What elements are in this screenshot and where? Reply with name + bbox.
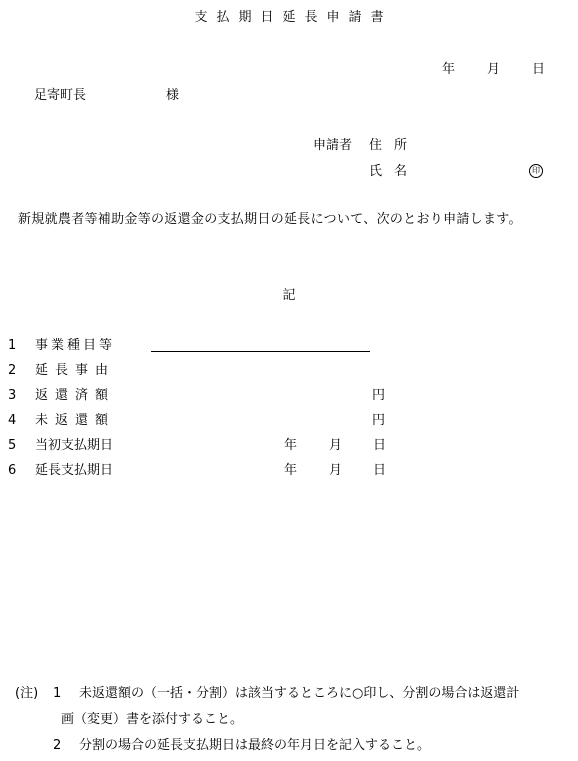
note-1-text-continued: 画（変更）書を添付すること。 [61, 712, 244, 727]
date-month-label: 月 [329, 463, 343, 478]
address-label: 住所 [369, 138, 420, 153]
note-1-text: 未返還額の（一括・分割）は該当するところに○印し、分割の場合は返還計 [79, 686, 520, 701]
date-month-label: 月 [487, 62, 501, 77]
ki-heading: 記 [282, 288, 296, 303]
note-number: 1 [53, 686, 62, 701]
item-label-business-type: 事業種目等 [35, 338, 116, 353]
document-title: 支払期日延長申請書 [194, 10, 393, 25]
date-day-label: 日 [373, 463, 387, 478]
addressee: 足寄町長 [34, 88, 87, 103]
item-number: 6 [8, 463, 17, 478]
item-number: 1 [8, 338, 17, 353]
applicant-label: 申請者 [313, 138, 353, 153]
item-label-unpaid-amount: 未返還額 [35, 413, 116, 428]
date-year-label: 年 [284, 438, 298, 453]
seal-icon: 印 [529, 164, 543, 178]
business-type-blank-line [151, 351, 370, 352]
item-label-extended-due-date: 延長支払期日 [35, 463, 114, 478]
yen-unit: 円 [372, 413, 386, 428]
date-year-label: 年 [442, 62, 456, 77]
date-year-label: 年 [284, 463, 298, 478]
date-day-label: 日 [373, 438, 387, 453]
note-number: 2 [53, 738, 62, 753]
item-label-extension-reason: 延長事由 [35, 363, 116, 378]
date-day-label: 日 [532, 62, 546, 77]
item-number: 4 [8, 413, 17, 428]
note-2-text: 分割の場合の延長支払期日は最終の年月日を記入すること。 [79, 738, 431, 753]
body-text: 新規就農者等補助金等の返還金の支払期日の延長について、次のとおり申請します。 [18, 212, 522, 227]
item-number: 5 [8, 438, 17, 453]
yen-unit: 円 [372, 388, 386, 403]
item-label-repaid-amount: 返還済額 [35, 388, 116, 403]
date-month-label: 月 [329, 438, 343, 453]
item-label-original-due-date: 当初支払期日 [35, 438, 114, 453]
name-label: 氏名 [369, 164, 420, 179]
item-number: 3 [8, 388, 17, 403]
honorific: 様 [166, 88, 180, 103]
item-number: 2 [8, 363, 17, 378]
note-prefix: (注) [15, 686, 39, 701]
